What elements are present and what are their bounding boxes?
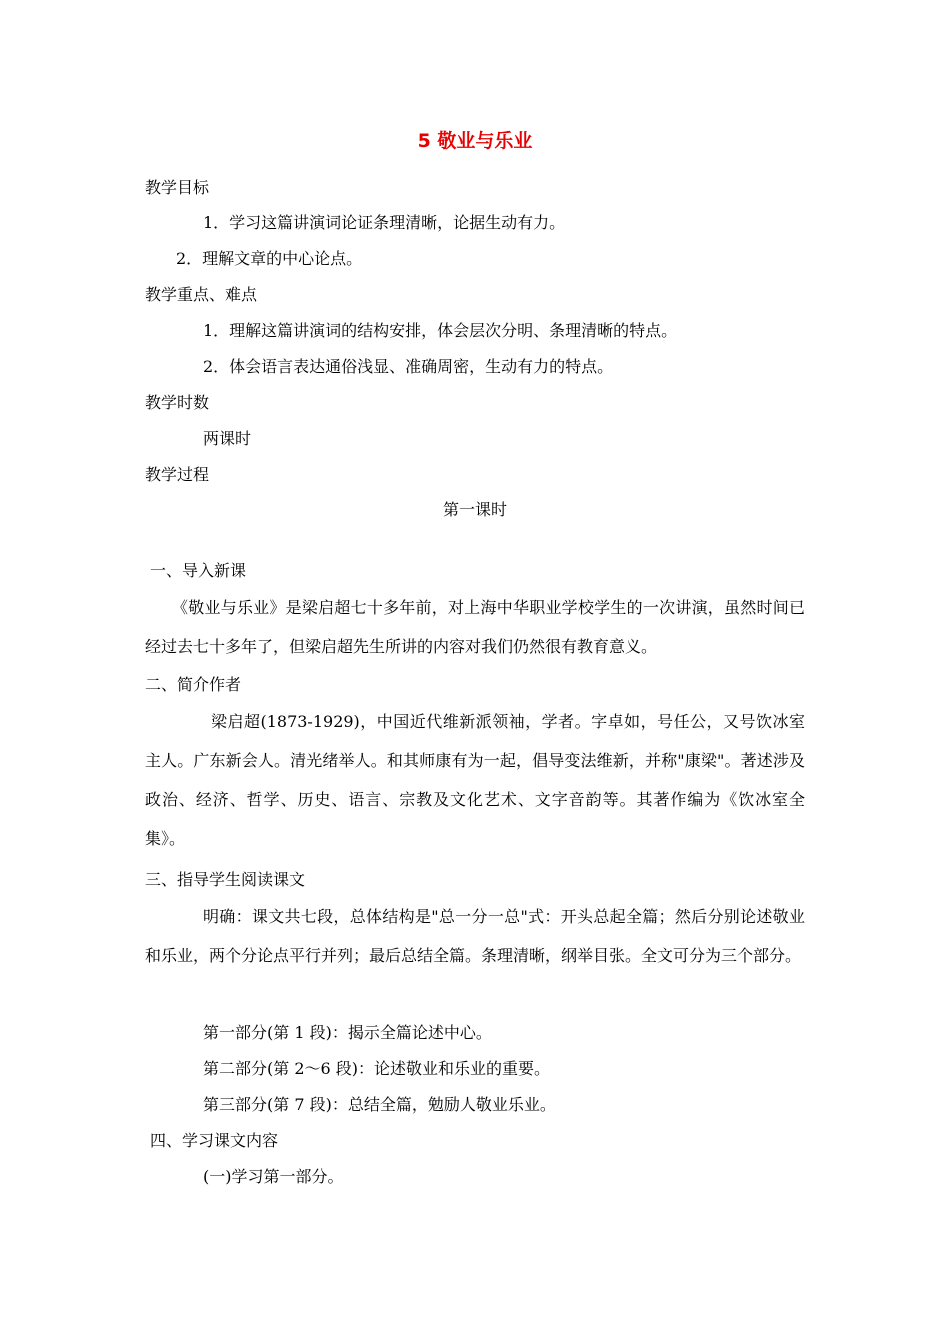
heading-teaching-hours: 教学时数: [145, 393, 210, 412]
part-4-sub-1: (一)学习第一部分。: [203, 1167, 344, 1186]
goal-item-2: 2．理解文章的中心论点。: [176, 249, 363, 268]
division-2: 第二部分(第 2～6 段)：论述敬业和乐业的重要。: [203, 1059, 551, 1078]
heading-part-3: 三、指导学生阅读课文: [145, 870, 306, 889]
teaching-hours-value: 两课时: [203, 429, 252, 448]
division-3: 第三部分(第 7 段)：总结全篇，勉励人敬业乐业。: [203, 1095, 556, 1114]
heading-part-4: 四、学习课文内容: [150, 1131, 279, 1150]
goal-item-1: 1．学习这篇讲演词论证条理清晰，论据生动有力。: [203, 213, 566, 232]
part-3-body: 明确：课文共七段，总体结构是"总一分一总"式：开头总起全篇；然后分别论述敬业和乐业，两个分论点平行并列；最后总结全篇。条理清晰，纲举目张。全文可分为三个部分。: [145, 907, 805, 965]
lesson-title: 第一课时: [442, 500, 507, 519]
heading-part-1: 一、导入新课: [150, 561, 247, 580]
key-point-item-2: 2．体会语言表达通俗浅显、准确周密，生动有力的特点。: [203, 357, 614, 376]
heading-key-points: 教学重点、难点: [145, 285, 258, 304]
heading-part-2: 二、简介作者: [145, 675, 242, 694]
heading-teaching-goals: 教学目标: [145, 178, 210, 197]
part-1-body: 《敬业与乐业》是梁启超七十多年前，对上海中华职业学校学生的一次讲演，虽然时间已经过去七十多年了，但梁启超先生所讲的内容对我们仍然很有教育意义。: [145, 598, 805, 656]
heading-teaching-process: 教学过程: [145, 465, 210, 484]
document-title: 5 敬业与乐业: [417, 130, 533, 152]
part-2-body: 梁启超(1873-1929)，中国近代维新派领袖，学者。字卓如，号任公，又号饮冰室主人。广东新会人。清光绪举人。和其师康有为一起，倡导变法维新，并称"康梁"。著述涉及政治、经济、哲学、历史、语言、宗教及文化艺术、文字音韵等。其著作编为《饮冰室全集》。: [145, 712, 805, 848]
key-point-item-1: 1．理解这篇讲演词的结构安排，体会层次分明、条理清晰的特点。: [203, 321, 678, 340]
division-1: 第一部分(第 1 段)：揭示全篇论述中心。: [203, 1023, 492, 1042]
